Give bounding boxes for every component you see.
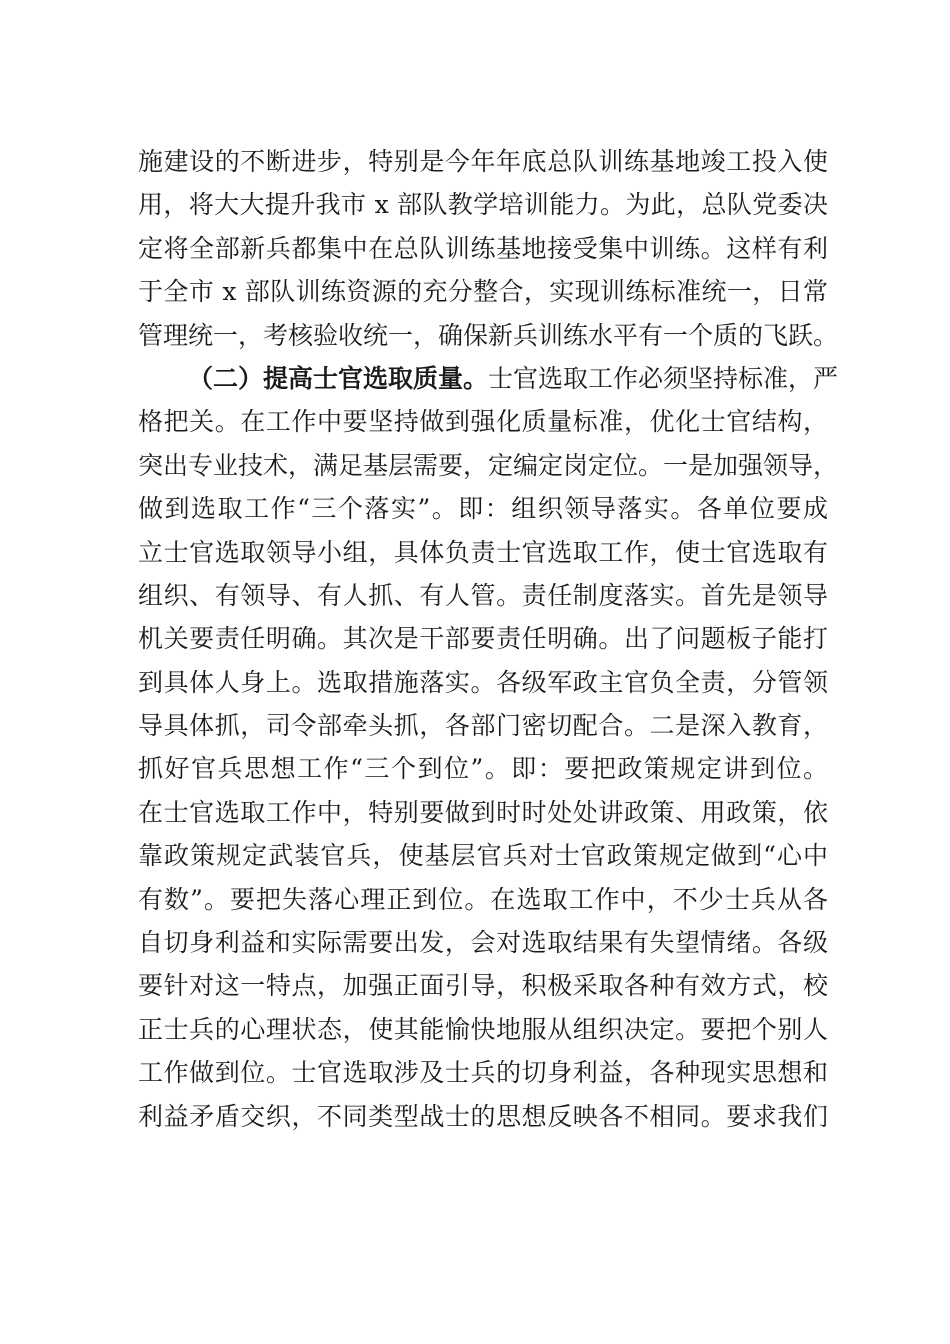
text-line: 组织、有领导、有人抓、有人管。责任制度落实。首先是领导 — [138, 580, 828, 610]
text-line: 靠政策规定武装官兵，使基层官兵对士官政策规定做到“心中 — [138, 841, 828, 871]
text-line: 在士官选取工作中，特别要做到时时处处讲政策、用政策，依 — [138, 797, 828, 827]
first-line-rest: 士官选取工作必须坚持标准，严 — [488, 363, 839, 393]
text-line: 立士官选取领导小组，具体负责士官选取工作，使士官选取有 — [138, 537, 828, 567]
text-line: 利益矛盾交织，不同类型战士的思想反映各不相同。要求我们 — [138, 1101, 828, 1131]
text-line: 正士兵的心理状态，使其能愉快地服从组织决定。要把个别人 — [138, 1014, 828, 1044]
text-line: 突出专业技术，满足基层需要，定编定岗定位。一是加强领导， — [138, 450, 839, 480]
text-line: 定将全部新兵都集中在总队训练基地接受集中训练。这样有利 — [138, 233, 828, 263]
document-body — [138, 140, 839, 1138]
text-line: 做到选取工作“三个落实”。即：组织领导落实。各单位要成 — [138, 494, 828, 524]
section-heading: （二）提高士官选取质量。 — [188, 363, 489, 393]
text-line: 用，将大大提升我市 x 部队教学培训能力。为此，总队党委决 — [138, 190, 828, 220]
paragraph-1 — [138, 140, 839, 357]
text-line-first — [138, 357, 839, 400]
text-line: 自切身利益和实际需要出发，会对选取结果有失望情绪。各级 — [138, 928, 828, 958]
text-line: 格把关。在工作中要坚持做到强化质量标准，优化士官结构， — [138, 407, 828, 437]
text-line: 要针对这一特点，加强正面引导，积极采取各种有效方式，校 — [138, 971, 828, 1001]
paragraph-2 — [138, 357, 839, 1138]
text-line: 工作做到位。士官选取涉及士兵的切身利益，各种现实思想和 — [138, 1058, 828, 1088]
text-line: 于全市 x 部队训练资源的充分整合，实现训练标准统一，日常 — [138, 277, 828, 307]
text-line: 到具体人身上。选取措施落实。各级军政主官负全责，分管领 — [138, 667, 828, 697]
text-line: 导具体抓，司令部牵头抓，各部门密切配合。二是深入教育， — [138, 711, 828, 741]
text-line: 有数”。要把失落心理正到位。在选取工作中，不少士兵从各 — [138, 884, 828, 914]
text-line: 管理统一，考核验收统一，确保新兵训练水平有一个质的飞跃。 — [138, 320, 839, 350]
text-line: 抓好官兵思想工作“三个到位”。即：要把政策规定讲到位。 — [138, 754, 828, 784]
text-line: 机关要责任明确。其次是干部要责任明确。出了问题板子能打 — [138, 624, 828, 654]
text-line: 施建设的不断进步，特别是今年年底总队训练基地竣工投入使 — [138, 147, 828, 176]
